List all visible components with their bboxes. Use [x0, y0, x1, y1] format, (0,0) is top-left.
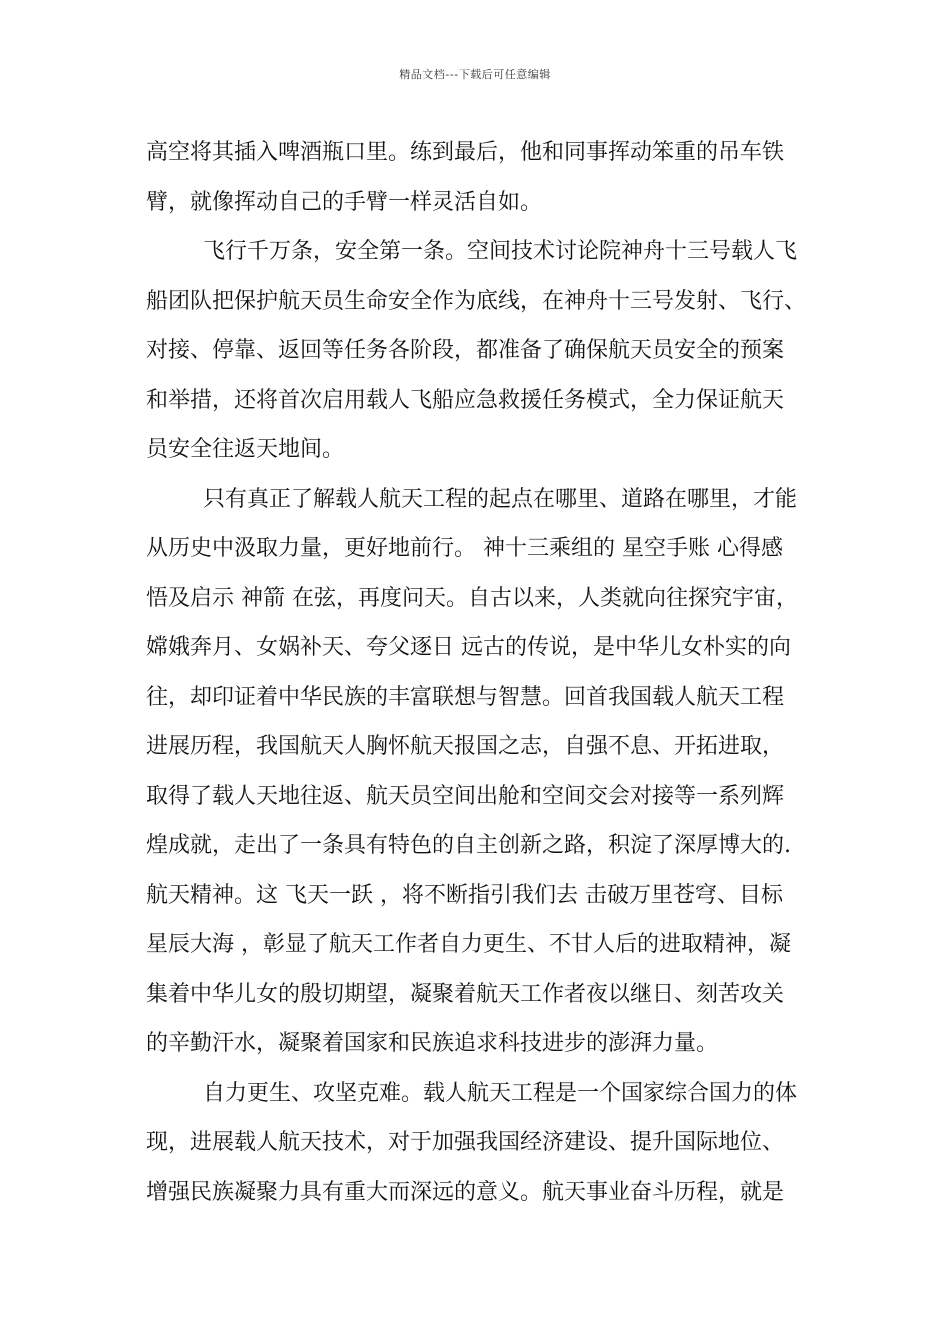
paragraph-3-line-6: 进展历程，我国航天人胸怀航天报国之志，自强不息、开拓进取， [146, 734, 785, 759]
paragraph-4-line-1: 自力更生、攻坚克难。载人航天工程是一个国家综合国力的体 [203, 1080, 798, 1106]
paragraph-3-line-9: 航天精神。这 飞天一跃 ，将不断指引我们去 击破万里苍穹、目标 [146, 882, 783, 908]
paragraph-2-line-3: 对接、停靠、返回等任务各阶段，都准备了确保航天员安全的预案 [146, 338, 785, 363]
paragraph-3-line-3: 悟及启示 神箭 在弦，再度问天。自古以来，人类就向往探究宇宙， [146, 585, 798, 611]
paragraph-4-line-2: 现，进展载人航天技术，对于加强我国经济建设、提升国际地位、 [146, 1130, 785, 1155]
paragraph-3-line-7: 取得了载人天地往返、航天员空间出舱和空间交会对接等一系列辉 [146, 783, 785, 809]
paragraph-3-line-2: 从历史中汲取力量，更好地前行。 神十三乘组的 星空手账 心得感 [146, 536, 783, 561]
paragraph-3-line-10: 星辰大海 ，彰显了航天工作者自力更生、不甘人后的进取精神，凝 [146, 932, 791, 957]
paragraph-4-line-3: 增强民族凝聚力具有重大而深远的意义。航天事业奋斗历程，就是 [146, 1179, 785, 1205]
paragraph-3-line-12: 的辛勤汗水，凝聚着国家和民族追求科技进步的澎湃力量。 [146, 1031, 719, 1056]
page-header: 精品文档---下载后可任意编辑 [399, 68, 551, 81]
document-body [146, 128, 826, 1217]
paragraph-1-line-2: 臂，就像挥动自己的手臂一样灵活自如。 [146, 189, 543, 215]
paragraph-3-line-11: 集着中华儿女的殷切期望，凝聚着航天工作者夜以继日、刻苦攻关 [146, 981, 785, 1007]
paragraph-3-line-4: 嫦娥奔月、女娲补天、夸父逐日 远古的传说，是中华儿女朴实的向 [146, 635, 791, 660]
paragraph-3-line-1: 只有真正了解载人航天工程的起点在哪里、道路在哪里，才能 [203, 486, 798, 512]
paragraph-2-line-4: 和举措，还将首次启用载人飞船应急救援任务模式，全力保证航天 [146, 387, 785, 413]
paragraph-2-line-1: 飞行千万条，安全第一条。空间技术讨论院神舟十三号载人飞 [203, 239, 798, 264]
paragraph-2-line-2: 船团队把保护航天员生命安全作为底线，在神舟十三号发射、飞行、 [146, 288, 807, 314]
paragraph-3-line-5: 往，却印证着中华民族的丰富联想与智慧。回首我国载人航天工程 [146, 684, 785, 710]
paragraph-3-line-8: 煌成就，走出了一条具有特色的自主创新之路，积淀了深厚博大的. [146, 833, 791, 858]
paragraph-1-line-1: 高空将其插入啤酒瓶口里。练到最后，他和同事挥动笨重的吊车铁 [146, 140, 785, 165]
paragraph-2-line-5: 员安全往返天地间。 [146, 437, 345, 462]
